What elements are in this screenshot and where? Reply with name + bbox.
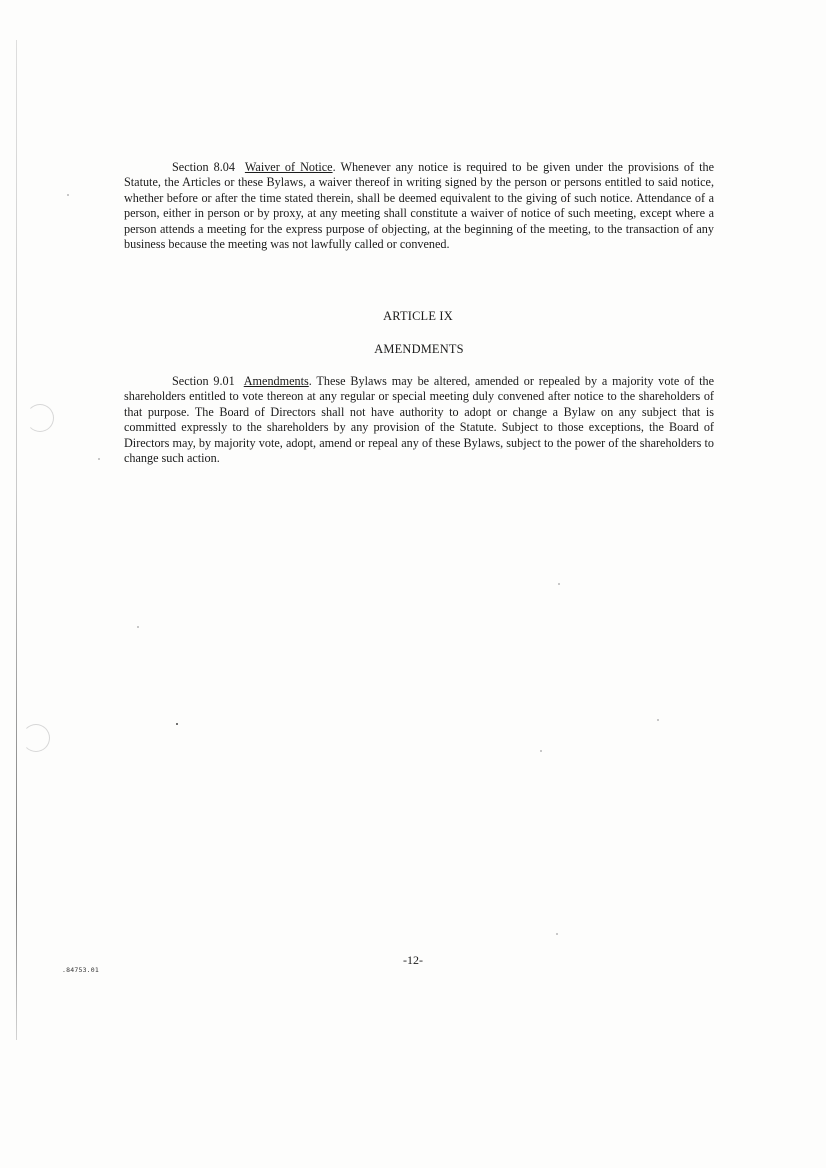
article-title: AMENDMENTS bbox=[374, 342, 464, 356]
scan-speck bbox=[67, 194, 69, 196]
scan-speck bbox=[556, 933, 558, 935]
section-title: Amendments bbox=[243, 374, 309, 388]
section-title: Waiver of Notice bbox=[244, 160, 333, 174]
section-number: Section 8.04 bbox=[172, 160, 235, 174]
scan-edge-line bbox=[16, 40, 17, 1040]
scan-speck bbox=[137, 626, 139, 628]
section-body: . These Bylaws may be altered, amended or repealed by a majority vote of the shareholders entitled to vote thereon at any regular or special meeting duly convened after notice to the shareholders of that purpose. The Board of Directors shall not have authority to adopt or change a Bylaw on any subject that is committed expressly to the shareholders by any provision of the Statute. Subject to those exceptions, the Board of Directors may, by majority vote, adopt, amend or repeal any of these Bylaws, subject to the power of the shareholders to change such action. bbox=[124, 374, 714, 466]
scan-speck bbox=[540, 750, 542, 752]
punch-hole-mark bbox=[22, 724, 50, 752]
punch-hole-mark bbox=[26, 404, 54, 432]
section-body: . Whenever any notice is required to be given under the provisions of the Statute, the Articles or these Bylaws, a waiver thereof in writing signed by the person or persons entitled to said notice, whether before or after the time stated therein, shall be deemed equivalent to the giving of such notice. Attendance of a person, either in person or by proxy, at any meeting shall constitute a waiver of notice of such meeting, except where a person attends a meeting for the express purpose of objecting, at the beginning of the meeting, to the transaction of any business because the meeting was not lawfully called or convened. bbox=[124, 160, 715, 252]
section-number: Section 9.01 bbox=[172, 374, 235, 388]
scan-speck bbox=[176, 723, 178, 725]
document-reference: .84753.01 bbox=[62, 966, 100, 974]
section-9-01 bbox=[124, 374, 714, 466]
scan-speck bbox=[98, 458, 100, 460]
scan-speck bbox=[657, 719, 659, 721]
page-number: -12- bbox=[403, 953, 423, 967]
article-heading: ARTICLE IX bbox=[383, 309, 453, 323]
section-8-04 bbox=[124, 160, 714, 252]
scan-speck bbox=[558, 583, 560, 585]
